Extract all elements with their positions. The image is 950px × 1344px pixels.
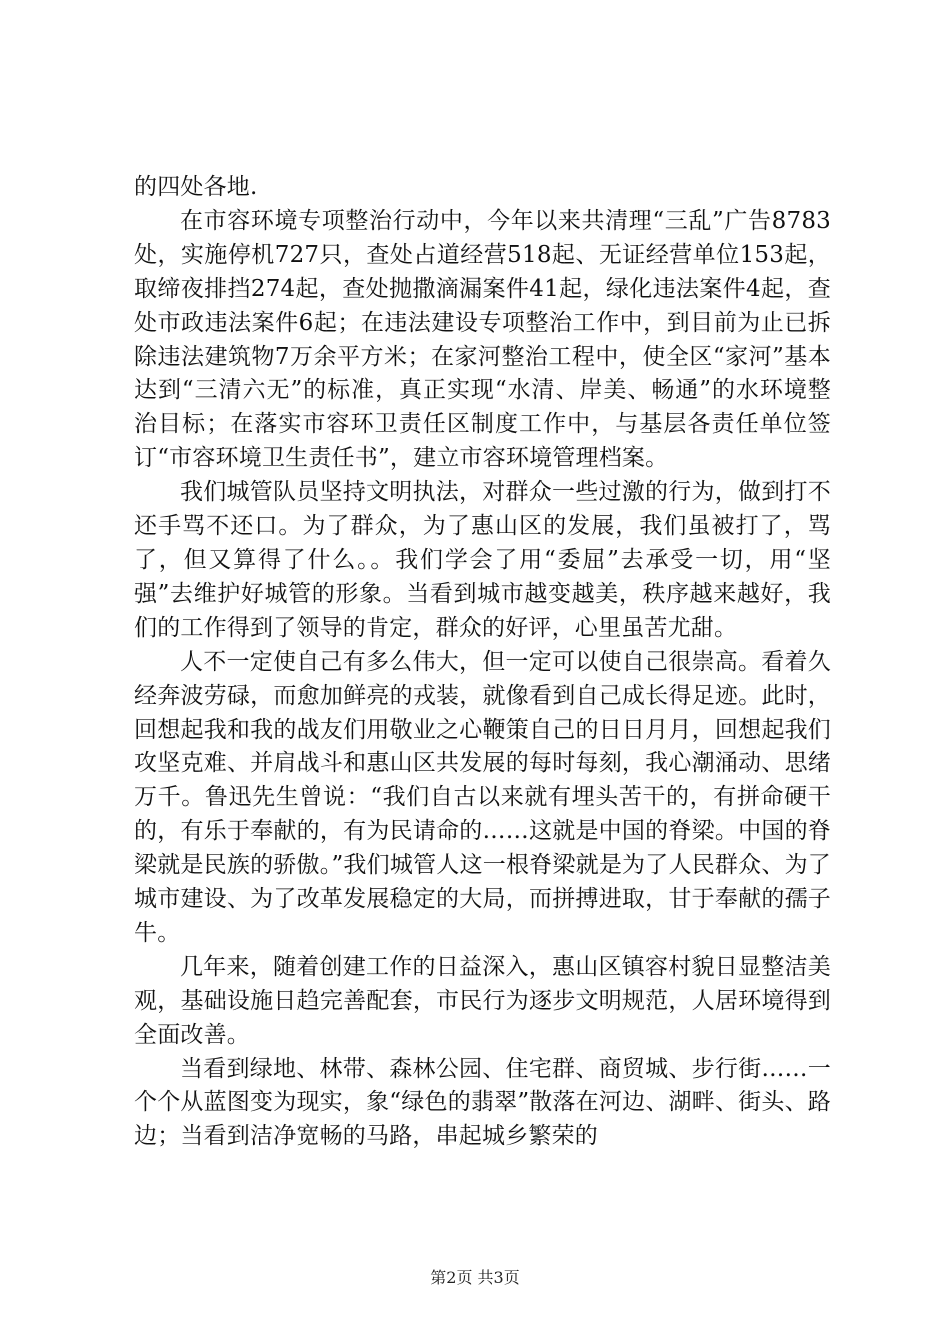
paragraph-recent-years: 几年来，随着创建工作的日益深入，惠山区镇容村貌日显整洁美观，基础设施日趋完善配套，市民行为逐步文明规范，人居环境得到全面改善。 [134, 953, 831, 1048]
paragraph-noble-spirit: 人不一定使自己有多么伟大，但一定可以使自己很崇高。看着久经奔波劳碌，而愈加鲜亮的戎装，就像看到自己成长得足迹。此时，回想起我和我的战友们用敬业之心鞭策自己的日日月月，回想起我们攻坚克难、并肩战斗和惠山区共发展的每时每刻，我心潮涌动、思绪万千。鲁迅先生曾说：“我们自古以来就有埋头苦干的，有拼命硬干的，有乐于奉献的，有为民请命的……这就是中国的脊梁。中国的脊梁就是民族的骄傲。”我们城管人这一根脊梁就是为了人民群众、为了城市建设、为了改革发展稳定的大局，而拼搏进取，甘于奉献的孺子牛。 [134, 648, 831, 946]
page-number-footer: 第2页 共3页 [430, 1268, 520, 1287]
paragraph-green-spaces: 当看到绿地、林带、森林公园、住宅群、商贸城、步行街……一个个从蓝图变为现实，象“绿色的翡翠”散落在河边、湖畔、街头、路边；当看到洁净宽畅的马路，串起城乡繁荣的 [134, 1055, 831, 1150]
paragraph-continuation: 的四处各地. [134, 174, 258, 200]
paragraph-city-appearance-campaign: 在市容环境专项整治行动中，今年以来共清理“三乱”广告8783处，实施停机727只，查处占道经营518起、无证经营单位153起，取缔夜排挡274起，查处抛撒滴漏案件41起，绿化违法案件4起，查处市政违法案件6起；在违法建设专项整治工作中，到目前为止已拆除违法建筑物7万余平方米；在家河整治工程中，使全区“家河”基本达到“三清六无”的标准，真正实现“水清、岸美、畅通”的水环境整治目标；在落实市容环卫责任区制度工作中，与基层各责任单位签订“市容环境卫生责任书”，建立市容环境管理档案。 [134, 207, 831, 472]
paragraph-civilized-enforcement: 我们城管队员坚持文明执法，对群众一些过激的行为，做到打不还手骂不还口。为了群众，为了惠山区的发展，我们虽被打了，骂了，但又算得了什么。。我们学会了用“委屈”去承受一切，用“坚强”去维护好城管的形象。当看到城市越变越美，秩序越来越好，我们的工作得到了领导的肯定，群众的好评，心里虽苦尤甜。 [134, 479, 831, 641]
document-body [134, 171, 831, 1154]
